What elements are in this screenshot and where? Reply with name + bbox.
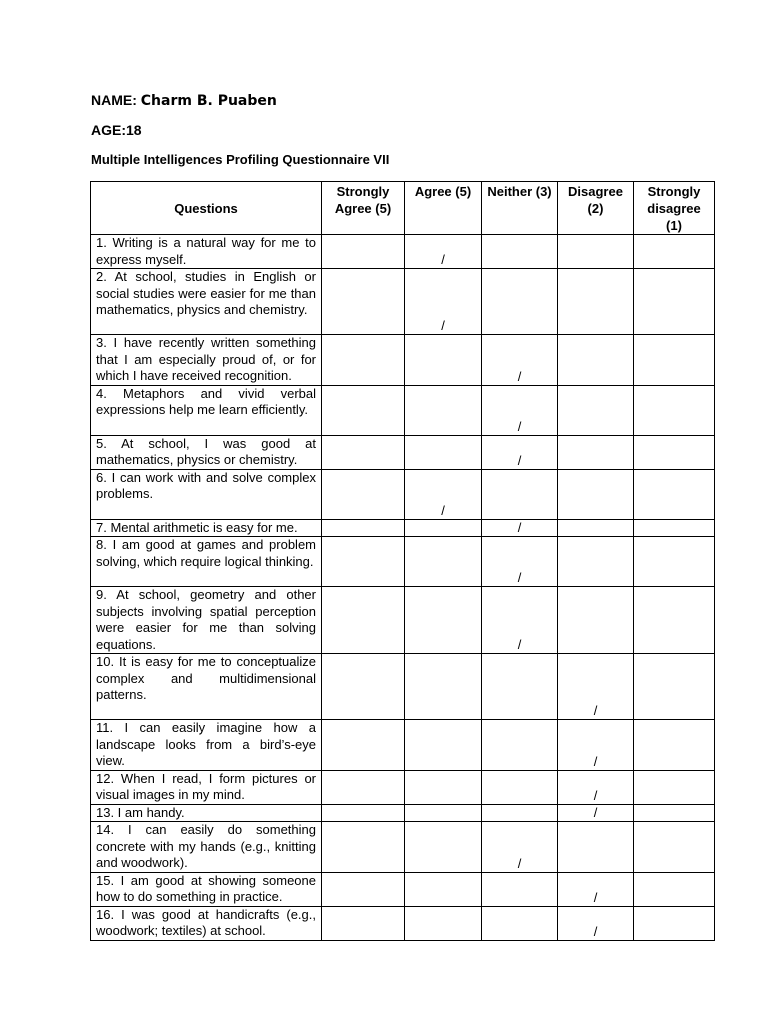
question-cell: 7. Mental arithmetic is easy for me. [91,519,322,537]
response-mark-cell: / [558,804,634,822]
response-cell [558,519,634,537]
response-cell [558,435,634,469]
question-cell: 3. I have recently written something that I am especially proud of, or for which I have received recognition. [91,335,322,386]
response-cell [405,385,482,435]
response-cell [634,872,715,906]
questionnaire-table [90,181,715,941]
table-row [91,804,715,822]
response-cell [322,822,405,873]
response-cell [634,720,715,771]
response-cell [634,537,715,587]
response-cell [634,385,715,435]
question-cell: 11. I can easily imagine how a landscape looks from a bird’s-eye view. [91,720,322,771]
question-cell: 10. It is easy for me to conceptualize complex and multidimensional patterns. [91,654,322,720]
response-mark-cell: / [405,269,482,335]
response-cell [322,906,405,940]
response-cell [558,385,634,435]
response-cell [322,519,405,537]
response-cell [558,822,634,873]
response-cell [482,654,558,720]
response-cell [405,822,482,873]
response-cell [322,720,405,771]
table-body [91,235,715,941]
response-mark-cell: / [482,385,558,435]
age-value: 18 [126,122,142,138]
age-label: AGE: [91,122,126,138]
response-mark-cell: / [405,469,482,519]
response-cell [322,269,405,335]
table-row [91,385,715,435]
response-cell [405,654,482,720]
question-cell: 1. Writing is a natural way for me to express myself. [91,235,322,269]
response-mark-cell: / [558,654,634,720]
response-cell [558,537,634,587]
response-cell [405,335,482,386]
response-cell [634,770,715,804]
response-cell [482,906,558,940]
response-cell [634,822,715,873]
response-cell [634,335,715,386]
table-row [91,537,715,587]
table-row [91,770,715,804]
response-cell [634,587,715,654]
response-mark-cell: / [405,235,482,269]
response-cell [634,269,715,335]
response-cell [405,587,482,654]
response-cell [322,804,405,822]
response-cell [322,469,405,519]
response-mark-cell: / [482,519,558,537]
response-cell [558,335,634,386]
response-cell [405,872,482,906]
response-mark-cell: / [558,906,634,940]
response-cell [482,235,558,269]
question-cell: 13. I am handy. [91,804,322,822]
name-value: Charm B. Puaben [140,93,277,109]
question-cell: 8. I am good at games and problem solving, which require logical thinking. [91,537,322,587]
table-header-row [91,182,715,235]
response-cell [322,872,405,906]
response-cell [634,435,715,469]
questionnaire-title: Multiple Intelligences Profiling Questionnaire VII [91,152,390,167]
response-cell [482,469,558,519]
response-cell [405,537,482,587]
table-row [91,654,715,720]
table-row [91,269,715,335]
table-row [91,469,715,519]
name-label: NAME: [91,92,141,108]
response-cell [405,770,482,804]
table-row [91,822,715,873]
response-cell [558,587,634,654]
response-cell [558,235,634,269]
response-cell [634,469,715,519]
column-header: Neither (3) [482,182,558,235]
response-cell [405,720,482,771]
response-cell [322,587,405,654]
table-row [91,335,715,386]
response-cell [482,770,558,804]
age-line [91,122,142,138]
response-cell [322,235,405,269]
response-mark-cell: / [482,435,558,469]
column-header: Agree (5) [405,182,482,235]
table-row [91,587,715,654]
question-cell: 2. At school, studies in English or social studies were easier for me than mathematics, physics and chemistry. [91,269,322,335]
response-cell [322,335,405,386]
response-mark-cell: / [558,872,634,906]
name-line [91,92,277,109]
response-cell [482,269,558,335]
response-cell [405,804,482,822]
response-mark-cell: / [482,335,558,386]
response-cell [405,906,482,940]
response-cell [322,537,405,587]
column-header: Questions [91,182,322,235]
question-cell: 4. Metaphors and vivid verbal expressions help me learn efficiently. [91,385,322,435]
table-row [91,720,715,771]
response-cell [482,804,558,822]
question-cell: 12. When I read, I form pictures or visual images in my mind. [91,770,322,804]
response-cell [634,804,715,822]
table-row [91,435,715,469]
response-cell [322,435,405,469]
response-cell [634,906,715,940]
response-mark-cell: / [482,822,558,873]
question-cell: 14. I can easily do something concrete with my hands (e.g., knitting and woodwork). [91,822,322,873]
table-row [91,872,715,906]
column-header: Strongly Agree (5) [322,182,405,235]
response-cell [634,235,715,269]
response-cell [322,770,405,804]
response-cell [482,720,558,771]
response-cell [558,269,634,335]
table-row [91,235,715,269]
response-cell [322,385,405,435]
question-cell: 16. I was good at handicrafts (e.g., woodwork; textiles) at school. [91,906,322,940]
response-mark-cell: / [558,770,634,804]
response-mark-cell: / [482,537,558,587]
question-cell: 6. I can work with and solve complex problems. [91,469,322,519]
response-mark-cell: / [482,587,558,654]
column-header: Disagree (2) [558,182,634,235]
response-cell [405,519,482,537]
response-mark-cell: / [558,720,634,771]
table-row [91,906,715,940]
response-cell [482,872,558,906]
table-row [91,519,715,537]
question-cell: 15. I am good at showing someone how to do something in practice. [91,872,322,906]
response-cell [558,469,634,519]
question-cell: 9. At school, geometry and other subjects involving spatial perception were easier for me than solving equations. [91,587,322,654]
response-cell [634,519,715,537]
response-cell [634,654,715,720]
column-header: Strongly disagree (1) [634,182,715,235]
response-cell [405,435,482,469]
response-cell [322,654,405,720]
question-cell: 5. At school, I was good at mathematics, physics or chemistry. [91,435,322,469]
